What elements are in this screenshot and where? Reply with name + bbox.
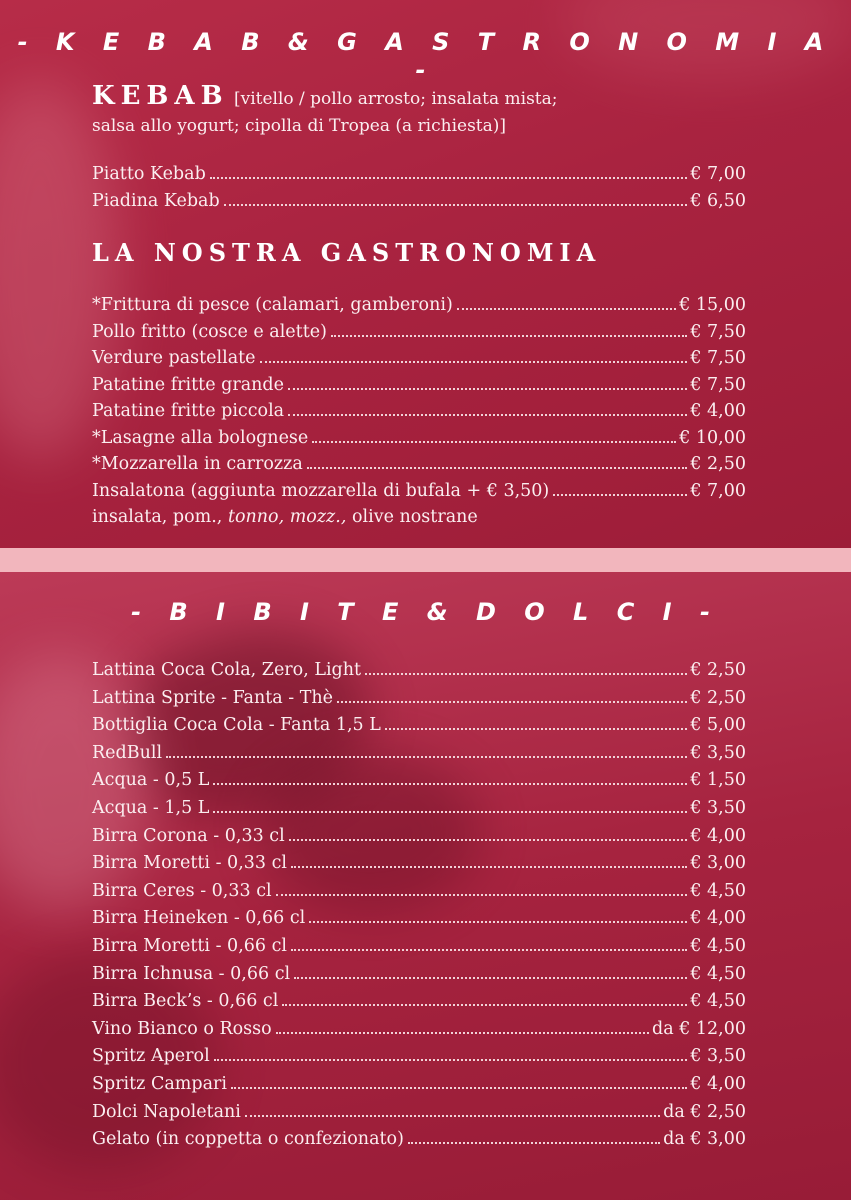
menu-item bbox=[92, 715, 746, 743]
menu-item bbox=[92, 770, 746, 798]
banner-bibite-dolci: - B I B I T E & D O L C I - bbox=[131, 598, 720, 626]
item-name: Acqua - 1,5 L bbox=[92, 797, 210, 818]
item-price: € 4,50 bbox=[690, 880, 746, 901]
item-price: € 4,50 bbox=[690, 991, 746, 1012]
dot-leader bbox=[288, 388, 687, 390]
dot-leader bbox=[245, 1115, 660, 1117]
dot-leader bbox=[365, 673, 687, 675]
item-name: Piadina Kebab bbox=[92, 190, 220, 211]
item-price: € 3,50 bbox=[690, 797, 746, 818]
menu-item bbox=[92, 428, 746, 455]
menu-item bbox=[92, 1102, 746, 1130]
dot-leader bbox=[289, 839, 688, 841]
menu-item bbox=[92, 1074, 746, 1102]
item-price: € 3,50 bbox=[690, 742, 746, 763]
menu-item bbox=[92, 1019, 746, 1047]
menu-item bbox=[92, 481, 746, 508]
item-price: € 4,00 bbox=[690, 401, 746, 421]
item-price: € 4,50 bbox=[690, 963, 746, 984]
item-name: Birra Moretti - 0,33 cl bbox=[92, 853, 287, 874]
item-price: € 7,00 bbox=[690, 480, 746, 501]
panel-divider bbox=[0, 548, 851, 572]
menu-item bbox=[92, 936, 746, 964]
dot-leader bbox=[408, 1142, 660, 1144]
item-name: Lattina Sprite - Fanta - Thè bbox=[92, 687, 334, 708]
menu-item bbox=[92, 908, 746, 936]
item-price: € 15,00 bbox=[679, 295, 746, 315]
item-name: Spritz Aperol bbox=[92, 1046, 210, 1067]
item-name: Birra Beck’s - 0,66 cl bbox=[92, 991, 279, 1012]
insalatona-note bbox=[92, 507, 746, 533]
item-name: Gelato (in coppetta o confezionato) bbox=[92, 1129, 404, 1150]
item-name: Piatto Kebab bbox=[92, 164, 206, 184]
menu-item bbox=[92, 191, 746, 218]
item-name: *Mozzarella in carrozza bbox=[92, 454, 303, 474]
item-name: *Lasagne alla bolognese bbox=[92, 427, 309, 448]
item-name: Dolci Napoletani bbox=[92, 1101, 241, 1122]
kebab-description-line2: salsa allo yogurt; cipolla di Tropea (a richiesta)] bbox=[92, 116, 507, 136]
item-name: Bottiglia Coca Cola - Fanta 1,5 L bbox=[92, 715, 381, 736]
menu-item bbox=[92, 660, 746, 688]
banner-kebab-gastronomia: - K E B A B & G A S T R O N O M I A - bbox=[17, 28, 834, 84]
item-name: RedBull bbox=[92, 742, 163, 763]
item-price: € 10,00 bbox=[679, 427, 746, 448]
menu-item bbox=[92, 1129, 746, 1157]
item-price: € 4,00 bbox=[690, 908, 746, 929]
dot-leader bbox=[214, 1059, 688, 1061]
menu-item bbox=[92, 853, 746, 881]
dot-leader bbox=[294, 977, 687, 979]
kebab-description: [vitello / pollo arrosto; insalata mista; bbox=[233, 89, 558, 109]
menu-item bbox=[92, 743, 746, 771]
item-name: Pollo fritto (cosce e alette) bbox=[92, 321, 327, 342]
item-name: Birra Corona - 0,33 cl bbox=[92, 825, 285, 846]
dot-leader bbox=[213, 811, 687, 813]
menu-item bbox=[92, 798, 746, 826]
note-text-italic: tonno, mozz., bbox=[227, 507, 347, 527]
item-price: € 7,50 bbox=[690, 321, 746, 342]
item-price: € 5,00 bbox=[690, 715, 746, 736]
item-name: Patatine fritte piccola bbox=[92, 401, 285, 421]
dot-leader bbox=[312, 441, 676, 443]
item-name: Verdure pastellate bbox=[92, 348, 256, 368]
dot-leader bbox=[288, 414, 687, 416]
item-price: da € 3,00 bbox=[663, 1129, 746, 1150]
dot-leader bbox=[224, 204, 688, 206]
item-price: € 2,50 bbox=[690, 660, 746, 680]
dot-leader bbox=[282, 1004, 687, 1006]
menu-item bbox=[92, 688, 746, 716]
menu-item bbox=[92, 375, 746, 402]
item-price: € 7,00 bbox=[690, 164, 746, 184]
menu-item bbox=[92, 881, 746, 909]
item-name: Birra Heineken - 0,66 cl bbox=[92, 908, 306, 929]
item-name: Spritz Campari bbox=[92, 1073, 227, 1094]
menu-item bbox=[92, 454, 746, 481]
item-name: Acqua - 0,5 L bbox=[92, 770, 210, 791]
item-price: € 1,50 bbox=[690, 770, 746, 791]
item-name: Birra Ceres - 0,33 cl bbox=[92, 880, 272, 901]
item-price: € 4,00 bbox=[690, 1073, 746, 1094]
item-price: € 6,50 bbox=[690, 190, 746, 211]
menu-item bbox=[92, 322, 746, 349]
kebab-title: KEBAB bbox=[92, 81, 229, 111]
item-name: *Frittura di pesce (calamari, gamberoni) bbox=[92, 295, 453, 315]
dot-leader bbox=[553, 494, 687, 496]
menu-item bbox=[92, 826, 746, 854]
dot-leader bbox=[309, 921, 687, 923]
menu-item bbox=[92, 401, 746, 428]
item-price: da € 12,00 bbox=[652, 1018, 746, 1039]
dot-leader bbox=[385, 728, 687, 730]
dot-leader bbox=[337, 701, 687, 703]
item-price: € 4,50 bbox=[690, 935, 746, 956]
dot-leader bbox=[291, 866, 687, 868]
item-name: Lattina Coca Cola, Zero, Light bbox=[92, 660, 362, 680]
item-price: € 3,50 bbox=[690, 1046, 746, 1067]
item-price: da € 2,50 bbox=[663, 1101, 746, 1122]
item-price: € 7,50 bbox=[690, 374, 746, 395]
dot-leader bbox=[276, 894, 688, 896]
dot-leader bbox=[291, 949, 687, 951]
dot-leader bbox=[307, 467, 688, 469]
item-name: Insalatona (aggiunta mozzarella di bufala + € 3,50) bbox=[92, 480, 550, 501]
gastronomia-item-list bbox=[92, 295, 746, 533]
item-price: € 2,50 bbox=[690, 454, 746, 474]
dot-leader bbox=[166, 756, 687, 758]
dot-leader bbox=[331, 335, 687, 337]
gastronomia-title: LA NOSTRA GASTRONOMIA bbox=[92, 238, 602, 267]
menu-item bbox=[92, 348, 746, 375]
item-name: Vino Bianco o Rosso bbox=[92, 1018, 272, 1039]
kebab-header bbox=[92, 81, 761, 112]
item-price: € 4,00 bbox=[690, 825, 746, 846]
item-name: Birra Moretti - 0,66 cl bbox=[92, 935, 287, 956]
item-name: Birra Ichnusa - 0,66 cl bbox=[92, 963, 291, 984]
dot-leader bbox=[260, 361, 688, 363]
item-name: Patatine fritte grande bbox=[92, 374, 284, 395]
dot-leader bbox=[231, 1087, 687, 1089]
note-text: olive nostrane bbox=[346, 507, 478, 527]
note-text: insalata, pom., bbox=[92, 507, 228, 527]
menu-item bbox=[92, 964, 746, 992]
dot-leader bbox=[457, 308, 676, 310]
item-price: € 7,50 bbox=[690, 348, 746, 368]
dot-leader bbox=[210, 177, 688, 179]
item-price: € 2,50 bbox=[690, 687, 746, 708]
dot-leader bbox=[213, 783, 687, 785]
menu-item bbox=[92, 1046, 746, 1074]
dot-leader bbox=[276, 1032, 649, 1034]
bibite-dolci-item-list bbox=[92, 660, 746, 1157]
menu-item bbox=[92, 164, 746, 191]
menu-item bbox=[92, 295, 746, 322]
menu-item bbox=[92, 991, 746, 1019]
item-price: € 3,00 bbox=[690, 853, 746, 874]
kebab-item-list bbox=[92, 164, 746, 217]
